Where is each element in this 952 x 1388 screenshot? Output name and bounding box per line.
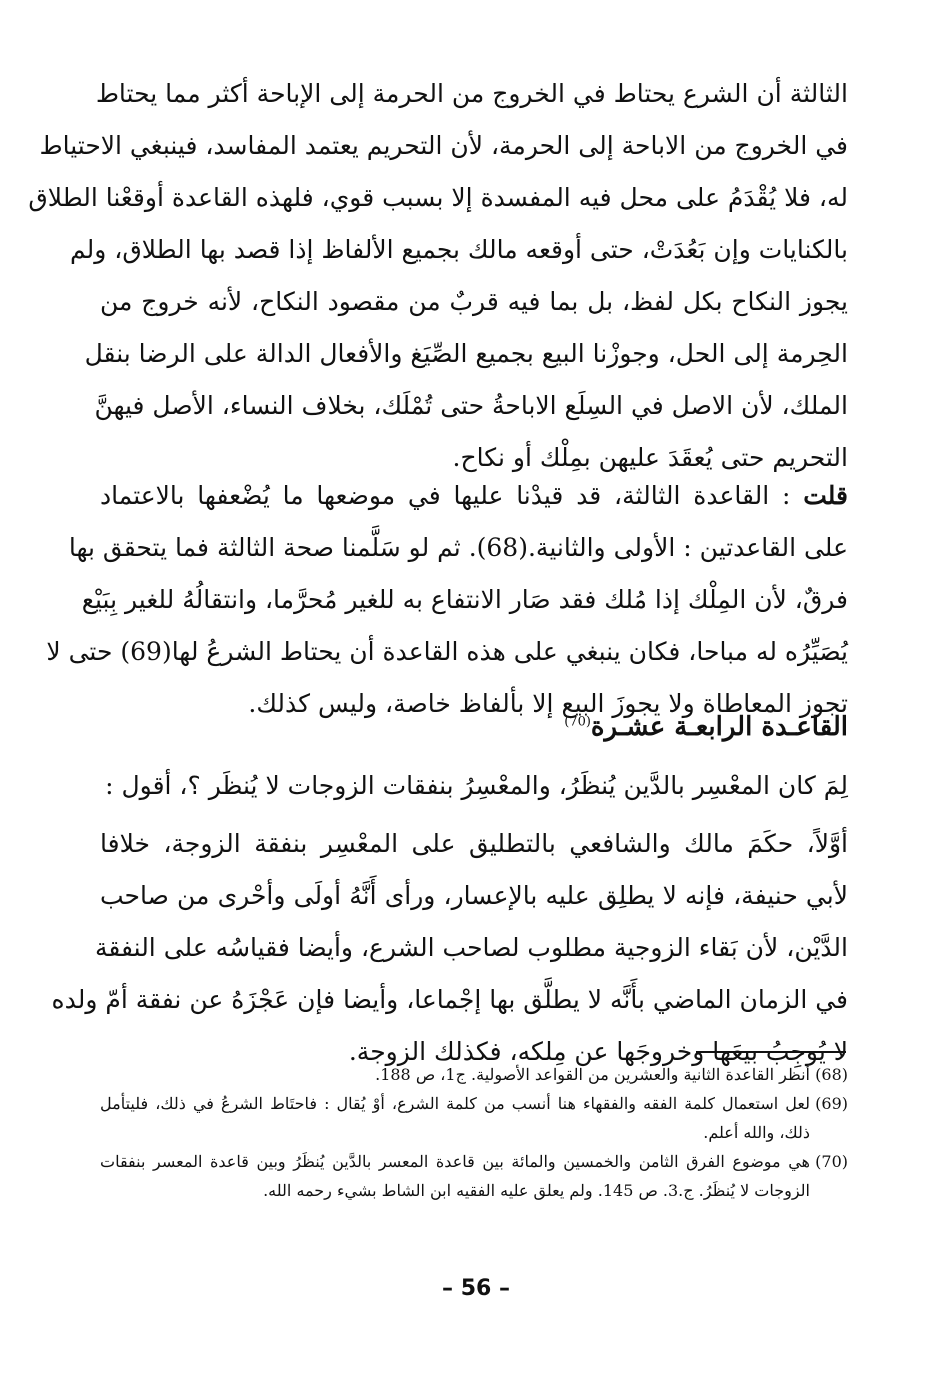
text-line: يُصَيِّرُه له مباحا، فكان ينبغي على هذه القاعدة أن يحتاط الشرعُ لها(69) حتى لا [46,637,848,666]
text-line: لا يُوجِبُ بيعَها وخروجَها عن مِلكه، فكذلك الزوجة. [348,1037,848,1066]
footnote-text: أنظر القاعدة الثانية والعشرين من القواعد الأصولية. ج1، ص 188. [375,1065,810,1084]
commentary-first-line: : القاعدة الثالثة، قد قيدْنا عليها في موضعها ما يُضْعفها بالاعتماد [100,481,791,510]
footnote-text: لعل استعمال كلمة الفقه والفقهاء هنا أنسب من كلمة الشرع، أوْ يُقال : فاحتَاط الشرعُ في ذلك، فليتأمل ذلك، والله أعلم. [100,1094,811,1142]
paragraph-commentary [46,470,849,730]
footnote-70 [100,1147,848,1205]
text-line: فرقٌ، لأن المِلْك إذا مُلك فقد صَار الانتفاع به للغير مُحرَّما، وانتقالُهُ للغير بِبَيْع [81,585,848,614]
question-line [100,760,848,812]
text-line: لأبي حنيفة، فإنه لا يطلِق عليه بالإعسار، ورأى أَنَّهُ أولَى وأحْرى من صاحب [100,881,848,910]
footnote-68 [100,1060,848,1089]
text-line: لِمَ كان المعْسِر بالدَّين يُنظَرُ، والمعْسِرُ بنفقات الزوجات لا يُنظَر ؟، أقول : [105,771,848,800]
commentary-lead-word: قلت [803,481,849,510]
text-line: يجوز النكاح بكل لفظ، بل بما فيه قربٌ من مقصود النكاح، لأنه خروج من [100,287,848,316]
text-line: بالكنايات وإن بَعُدَتْ، حتى أوقعه مالك بجميع الألفاظ إذا قصد بها الطلاق، ولم [70,235,848,264]
text-line: له، فلا يُقْدَمُ على محل فيه المفسدة إلا بسبب قوي، فلهذه القاعدة أوقعْنا الطلاق [28,183,848,212]
text-line [100,470,848,522]
text-line: الملك، لأن الاصل في السِلَع الاباحةُ حتى تُمْلَك، بخلاف النساء، الأصل فيهنَّ [94,391,848,420]
text-line: الثالثة أن الشرع يحتاط في الخروج من الحرمة إلى الإباحة أكثر مما يحتاط [95,79,848,108]
footnote-69 [100,1089,848,1147]
footnotes [100,1060,848,1205]
footnote-text: هي موضوع الفرق الثامن والخمسين والمائة بين قاعدة المعسر بالدَّين يُنظَرُ وبين قاعدة المعسر بنفقات الزوجات لا يُنظَرُ. ج.3. ص 145. ولم يعلق عليه الفقيه ابن الشاط بشيء رحمه الله. [100,1152,810,1200]
text-line: في الزمان الماضي بأَنَّه لا يطلَّق بها إجْماعا، وأيضا فإن عَجْزَهُ عن نفقة أمّ ولده [51,985,848,1014]
section-heading-text: القاعـدة الرابعـة عشـرة [590,712,848,742]
text-line: الدَّيْن، لأن بَقاء الزوجية مطلوب لصاحب الشرع، وأيضا فقياسُه على النفقة [94,933,848,962]
text-line: تجوز المعاطاة ولا يجوزَ البيع إلا بألفاظ خاصة، وليس كذلك. [248,689,848,718]
paragraph-third-principle [28,68,848,484]
footnote-ref-70: (70) [564,714,591,730]
text-line: أوَّلاً، حكَمَ مالك والشافعي بالتطليق على المعْسِر بنفقة الزوجة، خلافا [100,829,848,858]
footnote-number: (69) [815,1094,848,1113]
footnote-number: (70) [815,1152,848,1171]
footnote-separator [696,1051,846,1053]
text-line: الحِرمة إلى الحل، وجوزْنا البيع بجميع الصِّيَغ والأفعال الدالة على الرضا بنقل [84,339,848,368]
section-heading [564,712,848,742]
paragraph-answer [51,818,848,1078]
footnote-number: (68) [815,1065,848,1084]
text-line: التحريم حتى يُعقَدَ عليهن بمِلْك أو نكاح. [452,443,848,472]
page-number: – 56 – [442,1276,510,1301]
text-line: في الخروج من الاباحة إلى الحرمة، لأن التحريم يعتمد المفاسد، فينبغي الاحتياط [39,131,848,160]
text-line: على القاعدتين : الأولى والثانية.(68). ثم لو سَلَّمنا صحة الثالثة فما يتحقق بها [68,533,848,562]
